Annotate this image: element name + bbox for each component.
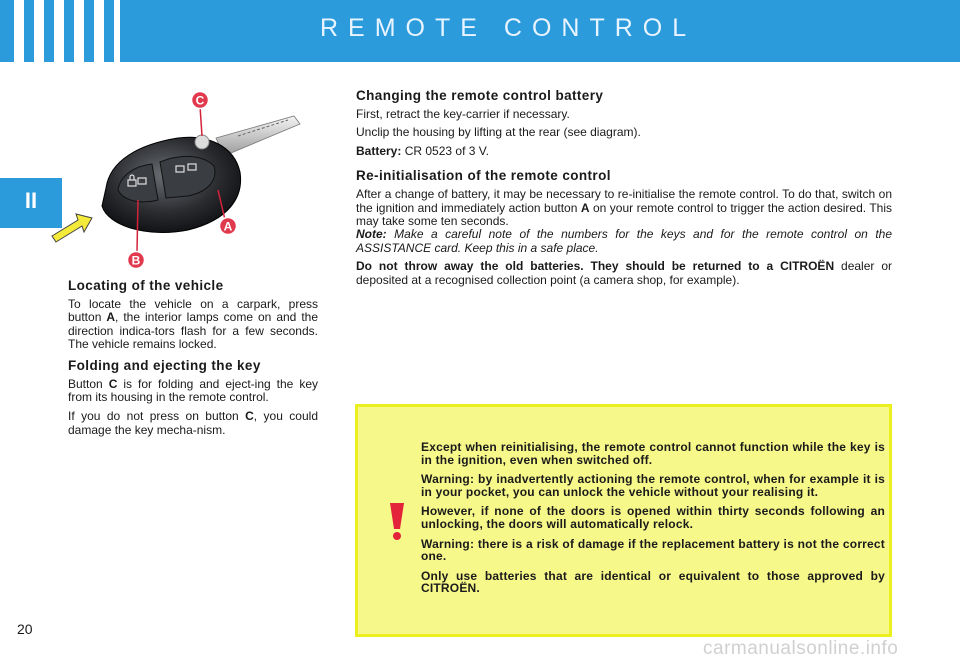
header-stripe: [94, 0, 104, 62]
header-stripe: [54, 0, 64, 62]
svg-text:B: B: [131, 253, 141, 268]
left-column: [68, 278, 318, 443]
page-title: REMOTE CONTROL: [320, 14, 697, 42]
header-stripe: [74, 0, 84, 62]
svg-text:A: A: [223, 219, 233, 234]
heading-battery: Changing the remote control battery: [356, 88, 604, 103]
key-blade-icon: [216, 116, 300, 156]
heading-folding: Folding and ejecting the key: [68, 357, 261, 373]
watermark: carmanualsonline.info: [703, 638, 899, 659]
paragraph-locating: To locate the vehicle on a carpark, press button A, the interior lamps come on and the direction indica-tors flash for a few seconds. The vehicle remains locked.: [68, 297, 319, 352]
warning-triangle-icon: [380, 501, 414, 541]
chapter-tab-label: II: [24, 188, 38, 213]
paragraph-battery-3: Battery: CR 0523 of 3 V.: [356, 143, 489, 158]
callout-b: [128, 252, 145, 269]
header-stripe: [14, 0, 24, 62]
paragraph-reinit-1: After a change of battery, it may be necessary to re-initialise the remote control. To do that, switch on the ignition and immediately action button A on your remote control to trigger the action desired. This may take some ten seconds.: [356, 187, 892, 229]
warning-item: However, if none of the doors is opened within thirty seconds following an unlocking, the doors will automatically relock.: [421, 504, 885, 531]
right-column: [356, 88, 892, 292]
warning-box: [355, 404, 892, 637]
page-header: [0, 0, 960, 62]
paragraph-reinit-batteries: Do not throw away the old batteries. They should be returned to a CITROËN dealer or deposited at a recognised collection point (a camera shop, for example).: [356, 259, 892, 287]
paragraph-reinit-note: Note: Make a careful note of the numbers for the keys and for the remote control on the ASSISTANCE card. Keep this in a safe place.: [356, 227, 892, 255]
warning-item: Warning: by inadvertently actioning the remote control, when for example it is in your pocket, you can unlock the vehicle without your realising it.: [421, 472, 885, 499]
paragraph-battery-1: First, retract the key-carrier if necessary.: [356, 107, 570, 121]
header-stripe: [114, 0, 120, 62]
pointer-arrow-icon: [52, 214, 92, 242]
callout-a: [220, 218, 237, 235]
key-fob-illustration: [48, 80, 338, 280]
page-number: 20: [17, 621, 33, 637]
callout-c: [192, 92, 209, 109]
warning-text: [421, 441, 885, 602]
svg-text:C: C: [195, 93, 205, 108]
fold-button-c-icon: [195, 135, 209, 149]
paragraph-folding-2: If you do not press on button C, you could damage the key mecha-nism.: [68, 409, 318, 437]
warning-item: Only use batteries that are identical or equivalent to those approved by CITROËN.: [421, 568, 885, 596]
paragraph-battery-2: Unclip the housing by lifting at the rear (see diagram).: [356, 125, 641, 140]
heading-locating: Locating of the vehicle: [68, 278, 224, 293]
header-stripe: [34, 0, 44, 62]
warning-item: Except when reinitialising, the remote control cannot function while the key is in the ignition, even when switched off.: [421, 440, 885, 467]
heading-reinit: Re-initialisation of the remote control: [356, 168, 611, 184]
warning-item: Warning: there is a risk of damage if the replacement battery is not the correct one.: [421, 536, 885, 564]
paragraph-folding-1: Button C is for folding and eject-ing the key from its housing in the remote control.: [68, 376, 319, 405]
